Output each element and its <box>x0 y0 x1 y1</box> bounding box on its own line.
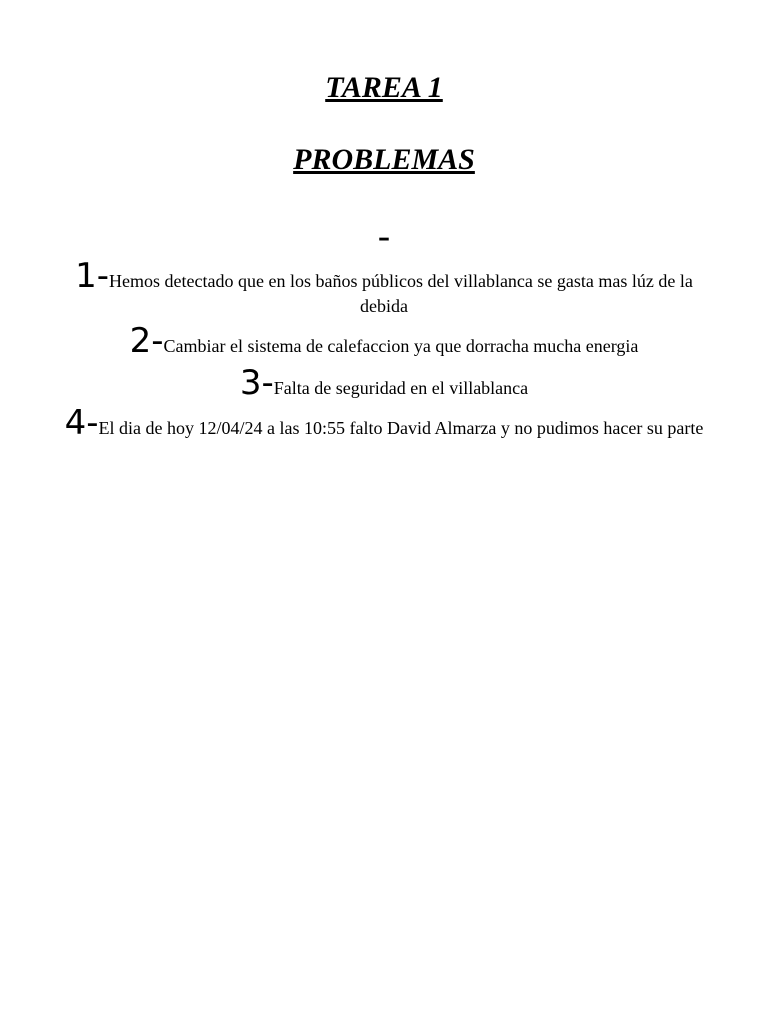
list-item <box>64 403 704 443</box>
item-text: Falta de seguridad en el villablanca <box>273 378 529 398</box>
problem-list <box>64 256 704 447</box>
item-text: Hemos detectado que en los baños públicos del villablanca se gasta mas lúz de la debida <box>109 271 693 316</box>
list-item <box>64 321 704 361</box>
list-item <box>64 256 704 319</box>
item-text: El dia de hoy 12/04/24 a las 10:55 falto David Almarza y no pudimos hacer su parte <box>98 418 704 438</box>
item-number: 1- <box>75 256 110 296</box>
document-subtitle: PROBLEMAS <box>293 143 475 176</box>
separator-dash: - <box>377 217 391 258</box>
document-title: TAREA 1 <box>325 71 443 104</box>
list-item <box>64 363 704 403</box>
item-number: 3- <box>239 363 274 403</box>
item-number: 4- <box>64 403 99 443</box>
item-number: 2- <box>129 321 164 361</box>
item-text: Cambiar el sistema de calefaccion ya que dorracha mucha energia <box>163 336 639 356</box>
